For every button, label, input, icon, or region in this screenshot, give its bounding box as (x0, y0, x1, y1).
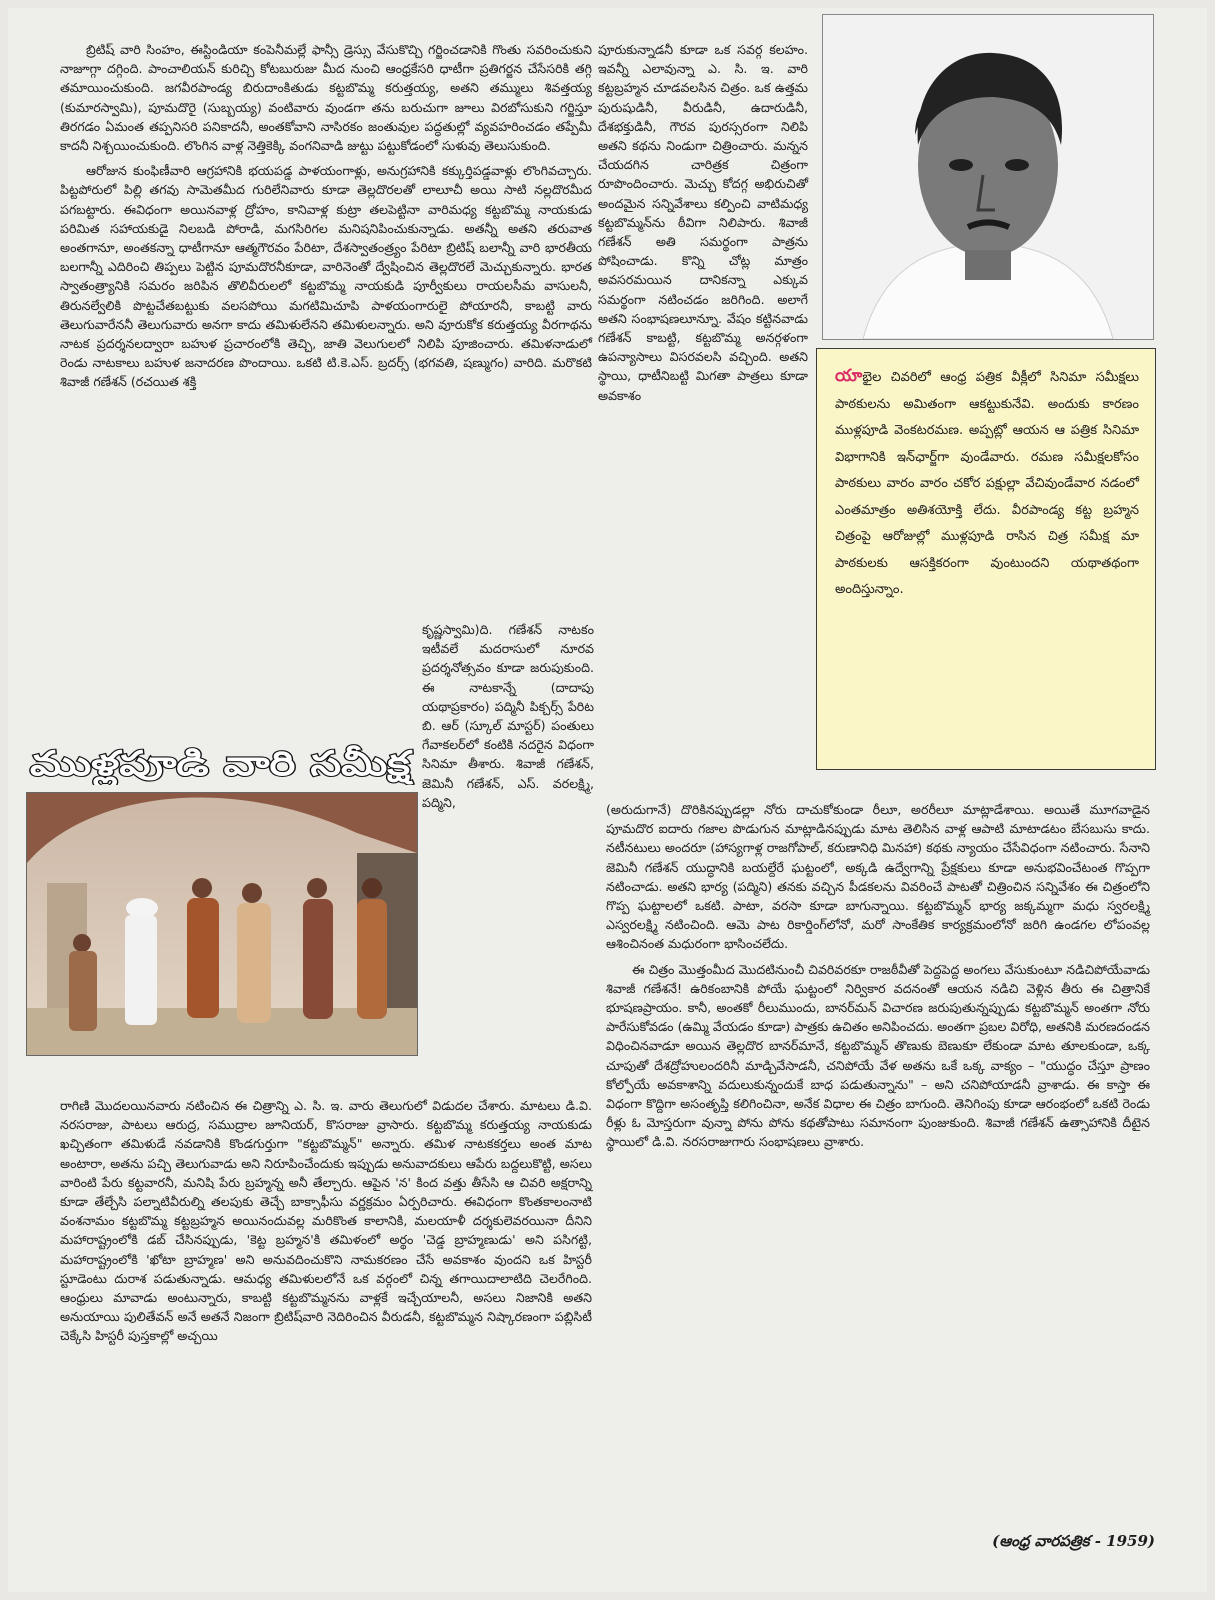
portrait-illustration (823, 15, 1153, 339)
article-column-middle (598, 40, 808, 411)
section-heading (26, 735, 416, 785)
article-wide-text-2: ఈ చిత్రం మొత్తంమీద మొదటినుంచీ చివరివరకూ రాజఠీవీతో పెద్దపెద్ద అంగలు వేసుకుంటూ నడిచిపోయేవాడు శివాజీ గణేశనే! ఉరికంబానికి పోయే ఘట్టంలో నిర్వికార వదనంతో ఆయన నడిచి వెళ్లిన తీరు ఈ చిత్రానికే భూషణప్రాయం. కానీ, అంతకో రీలుముందు, బానర్‌మన్ విచారణ జరుపుతున్నప్పుడు కట్టబొమ్మన్ అంతగా నోరు పారేసుకోవడం (ఉమ్మి వేయడం కూడా) పాత్రకు ఉచితం అనిపించదు. అంతగా ప్రబల విరోధి, అతనికి మరణదండన విధించినవాడూ అయిన తెల్లదొర బానర్‌మానే, కట్టబొమ్మన్ తొణుకు బెణుకూ లేకుండా మాట తూలకుండా, ఒక్క చూపుతో దేశద్రోహులందరినీ మాడ్చివేసాడనీ, చనిపోయే వేళ అతను ఒకే ఒక్క వాక్యం – "యుద్ధం చేస్తూ ప్రాణం కోల్పోయే అవకాశాన్ని వదులుకున్నందుకే బాధ పడుతున్నాను" – అని చనిపోయాడనీ వ్రాశాడు. ఈ కాస్తా ఈ విధంగా కొద్దిగా అసంతృప్తి కలిగించినా, అనేక విధాల ఈ చిత్రం బాగుంది. తెనిగింపు కూడా ఆరంభంలో ఒకటి రెండు రీళ్లు ఓ మోస్తరుగా వున్నా పోను పోను కథతోపాటు సమానంగా పుంజుకుంది. శివాజీ గణేశన్ ఉత్సాహానికి దీటైన స్థాయిలో డి.వి. నరసరాజుగారు సంభాషణలు వ్రాశారు. (606, 961, 1150, 1150)
article-column-bottom-left (60, 1096, 592, 1352)
intro-dropcap: యా (835, 366, 863, 386)
article-paragraph-2: ఆరోజున కుంఫిణీవారి ఆగ్రహానికి భయపడ్డ పాళయంగాళ్లు, అనుగ్రహానికి కక్కుర్తిపడ్డవాళ్లు లొంగివచ్చారు. పిట్టపోరులో పిల్లి తగవు సామెతమీద గురిలేనివారు కూడా తెల్లదొరలతో లాలూచీ అయి సాటి నల్లదొరమీద పగబట్టారు. ఈవిధంగా అయినవాళ్ల ద్రోహం, కానివాళ్ల కుట్రా తలపెట్టినా వారిమధ్య కట్టబొమ్మ నాయకుడు పరిమిత సహాయకుడై నిలబడి పోరాడి, మగసిరిగల మనిషనిపించుకున్నాడు. అతన్నీ అతని తరువాత అంతగానూ, అంతకన్నా ధాటీగానూ ఆత్మగౌరవం పేరిటా, దేశస్వాతంత్ర్యం పేరిటా బ్రిటిష్ బలాన్నీ వారి భారతీయ బలగాన్నీ ఎదిరించి తిప్పలు పెట్టిన పూమదొరనీకూడా, వారినెంతో ద్వేషించిన తెల్లదొరలే మెచ్చుకున్నారు. భారత స్వాతంత్ర్యానికి సమరం జరిపిన తొలివీరులలో కట్టబొమ్మ నాయకుడి పూర్వీకులు రాయలసీమ వాసులనీ, తిరునల్వేలికి పొట్టచేతబట్టుకు వలసపోయి మగటిమిచూపి పాళయంగారులై పోయారనీ, కాబట్టి వారు తెలుగువారేననీ తెలుగువారు అనగా కాదు తమిళులేనని తమిళులన్నారు. అని వూరుకోక కరుత్తయ్య వీరగాథను నాటక ప్రదర్శనలద్వారా బహుళ ప్రచారంలోకి తెచ్చి, జాతి వెలుగులలో నిలిపి పూజించారు. తమిళనాడులో రెండు నాటకాలు బహుళ జనాదరణ పొందాయి. ఒకటి టి.కె.ఎస్. బ్రదర్స్ (భగవతి, షణ్ముగం) వారిది. మరొకటి శివాజీ గణేశన్ (రచయిత శక్తి (60, 163, 592, 390)
article-wide-text-1: (అరుదుగానే) దొరికినప్పుడల్లా నోరు దాచుకోకుండా రీలూ, అరరీలూ మాట్లాడేశాయి. అయితే మూగవాడైన పూమదొర ఐదారు గజాల పొడుగున మాట్లాడినప్పుడు మాట తెలిసిన వాళ్ల ఆపాటి మాటాడటం బేసబుసు కాదు. నటీనటులు అందరూ (హాస్యగాళ్ల రాజగోపాల్, కరుణానిధి మినహా) కథకు న్యాయం చేసేవిధంగా నటించారు. సేనాని జెమినీ గణేశన్ యుద్ధానికి బయల్దేరే ఘట్టంలో, అక్కడి ఉద్వేగాన్ని ప్రేక్షకులు కూడా అనుభవించేటంత గొప్పగా నటించాడు. అతని భార్య (పద్మిని) తనకు వచ్చిన పీడకలను వివరించే పాటతో చిత్రించిన సన్నివేశం ఈ చిత్రంలోని గొప్ప ఘట్టాలలో ఒకటి. పాటా, వరసా కూడా బాగున్నాయి. కట్టబొమ్మన్ భార్య జక్కమ్మగా మధు స్వరలక్ష్మి ఎస్వరలక్ష్మి నటించింది. ఆమె పాట రికార్డింగ్‌లోనో, మరో సాంకేతిక కార్యక్రమంలోనో జరిగి ఉండగల లోపంవల్ల ఆశించినంత మధురంగా భాసించలేదు. (606, 802, 1150, 952)
source-credit: (ఆంధ్ర వారపత్రిక - 1959) (992, 1532, 1155, 1550)
film-still-illustration (27, 793, 417, 1055)
article-column-narrow (422, 620, 594, 818)
article-narrow-text: కృష్ణస్వామి)ది. గణేశన్ నాటకం ఇటీవలే మదరాసులో నూరవ ప్రదర్శనోత్సవం కూడా జరుపుకుంది. ఈ నాటకాన్నే (దాదాపు యథాప్రకారం) పద్మినీ పిక్చర్స్ పేరిట బి. ఆర్ (స్కూల్ మాస్టర్) పంతులు గేవాకలర్‌లో కంటికి నదరైన విధంగా సినిమా తీశారు. శివాజీ గణేశన్, జెమినీ గణేశన్, ఎస్. వరలక్ష్మి, పద్మిని, (422, 622, 594, 810)
article-paragraph-1: బ్రిటిష్ వారి సింహం, ఈస్టిండియా కంపెనీమల్లే ఫాన్సీ డ్రెస్సు వేసుకొచ్చి గర్జించడానికి గొంతు సవరించుకుని నాజూగ్గా దగ్గింది. పాంచాలియన్ కురిచ్చి కోటబురుజు మీద నుంచి ఆంధ్రకేసరి ధాటీగా ప్రతిగర్జన చేసేసరికి తగ్గి తమాయించుకుంది. జగవీరపాండ్య బిరుదాంకితుడు కట్టబొమ్మ కరుత్తయ్య, అతని తమ్ములు శివత్తయ్య (కుమారస్వామి), పూమదొరై (సుబ్బయ్య) వంటివారు వుండగా తను బరుచుగా జూలు విరబోసుకుని గర్జిస్తూ తిరగడం ఏమంత తప్పనిసరి పనికాదనీ, అంతకోవాని నాసిరకం జంతువుల పద్ధతుల్లో వ్యవహరించడం తప్పేమీ కాదనీ నిశ్చయించుకుంది. లొంగిన వాళ్ల నెత్తికెక్కి వంగనివాడి జుట్టు పట్టుకోడంలో సుళువు తెలుసుకుంది. (60, 42, 592, 154)
article-middle-text: పూరుకున్నాడనీ కూడా ఒక సవర్గ కలహం. ఇవన్నీ ఎలావున్నా ఎ. సి. ఇ. వారి కట్టబ్రహ్మన చూడవలసిన చిత్రం. ఒక ఉత్తమ పురుషుడినీ, వీరుడినీ, ఉదారుడినీ, దేశభక్తుడినీ, గౌరవ పురస్సరంగా నిలిపి అతని కథను నిండుగా చిత్రించారు. మన్నన చేయదగిన చారిత్రక చిత్రంగా రూపొందించారు. మెచ్చు కోదగ్గ అభిరుచితో అందమైన సన్నివేశాలు కల్పించి వాటిమధ్య కట్టబొమ్మన్‌ను ఠీవిగా నిలిపారు. శివాజీ గణేశన్ అతి సమర్థంగా పాత్రను పోషించాడు. కొన్ని చోట్ల మాత్రం అవసరమయిన దానికన్నా ఎక్కువ సమర్థంగా నటించడం జరిగింది. అలాగే అతని సంభాషణలూన్నూ. వేషం కట్టినవాడు గణేశన్ కాబట్టి, కట్టబొమ్మ అనర్గళంగా ఉపన్యాసాలు విసరవలసి వచ్చింది. అతని స్థాయి, ధాటీనిబట్టి మిగతా పాత్రలు కూడా అవకాశం (598, 42, 808, 403)
intro-text-block (835, 363, 1139, 604)
author-portrait-photo (822, 14, 1154, 340)
heading-text: ముళ్లపూడి వారి సమీక్ష (30, 744, 327, 784)
film-still-photo (26, 792, 418, 1056)
intro-text: భైల చివరిలో ఆంధ్ర పత్రిక వీక్లీలో సినిమా సమీక్షలు పాఠకులను అమితంగా ఆకట్టుకునేవి. అందుకు కారణం ముళ్లపూడి వెంకటరమణ. అప్పట్లో ఆయన ఆ పత్రిక సినిమా విభాగానికి ఇన్‌ఛార్జ్‌గా వుండేవారు. రమణ సమీక్షలకోసం పాఠకులు వారం వారం చకోర పక్షుల్లా వేచివుండేవార నడంలో ఎంతమాత్రం అతిశయోక్తి లేదు. వీరపాండ్య కట్ట బ్రహ్మన చిత్రంపై ఆరోజుల్లో ముళ్లపూడి రాసిన చిత్ర సమీక్ష మా పాఠకులకు ఆసక్తికరంగా వుంటుందని యథాతథంగా అందిస్తున్నాం. (835, 370, 1139, 597)
article-column-wide-right (606, 800, 1150, 1158)
article-column-left (60, 40, 592, 398)
article-bottom-text: రాగిణి మొదలయినవారు నటించిన ఈ చిత్రాన్ని ఎ. సి. ఇ. వారు తెలుగులో విడుదల చేశారు. మాటలు డి.వి. నరసరాజు, పాటలు ఆరుద్ర, సముద్రాల జూనియర్, కొసరాజు వ్రాసారు. కట్టబొమ్మ కరుత్తయ్య నాయకుడు ఖచ్చితంగా తమిళుడే నవడానికి కొండగుర్తుగా "కట్టబొమ్మన్" అన్నారు. తమిళ నాటకకర్తలు అంత మాట అంటారా, అతను పచ్చి తెలుగువాడు అని నిరూపించేందుకు ఇప్పుడు అనువాదకులు ఆపేరు బద్దలుకొట్టి, అసలు వారింటి పేరు కట్టవారనీ, మనిషి పేరు బ్రహ్మన్న అనీ తేల్చారు. ఆపైన 'న' కింద వత్తు తీసేసి ఆ చివరి అక్షరాన్ని కూడా తేల్చేసి పల్నాటివీరుల్ని తలపుకు తెచ్చే బాక్సాఫీసు వర్ణక్రమం ఏర్పరిచారు. ఈవిధంగా కొంతకాలంనాటి వంశనామం కట్టబొమ్మ కట్టబ్రహ్మన అయినందువల్ల మరికొంత కాలానికి, మలయాళీ దర్శకులెవరయినా దీనిని మహారాష్ట్రంలోకి డబ్ చేసినప్పుడు, 'కెట్ట బ్రహ్మన'కి తమిళంలో అర్థం 'చెడ్డ బ్రాహ్మణుడు' అని పసిగట్టి, మహారాష్ట్రంలోకి 'ఖోటా బ్రాహ్మణ' అని అనువదించుకొని నామకరణం చేసే అవకాశం వుందని ఒక హిస్టరీ స్టూడెంటు దురాశ పడుతున్నాడు. ఆమధ్య తమిళులలోనే ఒక వర్గంలో చిన్న తగాయిదాలాటిది చెలరేగింది. ఆంధ్రులు మావాడు అంటున్నారు, కాబట్టి కట్టబొమ్మనను వాళ్లకే ఇచ్చేయాలనీ, అసలు నిజానికి అతని అనుయాయి పులితేవన్ అనే అతనే నిజంగా బ్రిటిష్‌వారి నెదిరించిన వీరుడనీ, కట్టబొమ్మన నిష్కారణంగా పబ్లిసిటీ చెక్కేసి హిస్టరీ పుస్తకాల్లో అచ్చయి (60, 1098, 592, 1344)
editor-intro-box (816, 348, 1156, 770)
